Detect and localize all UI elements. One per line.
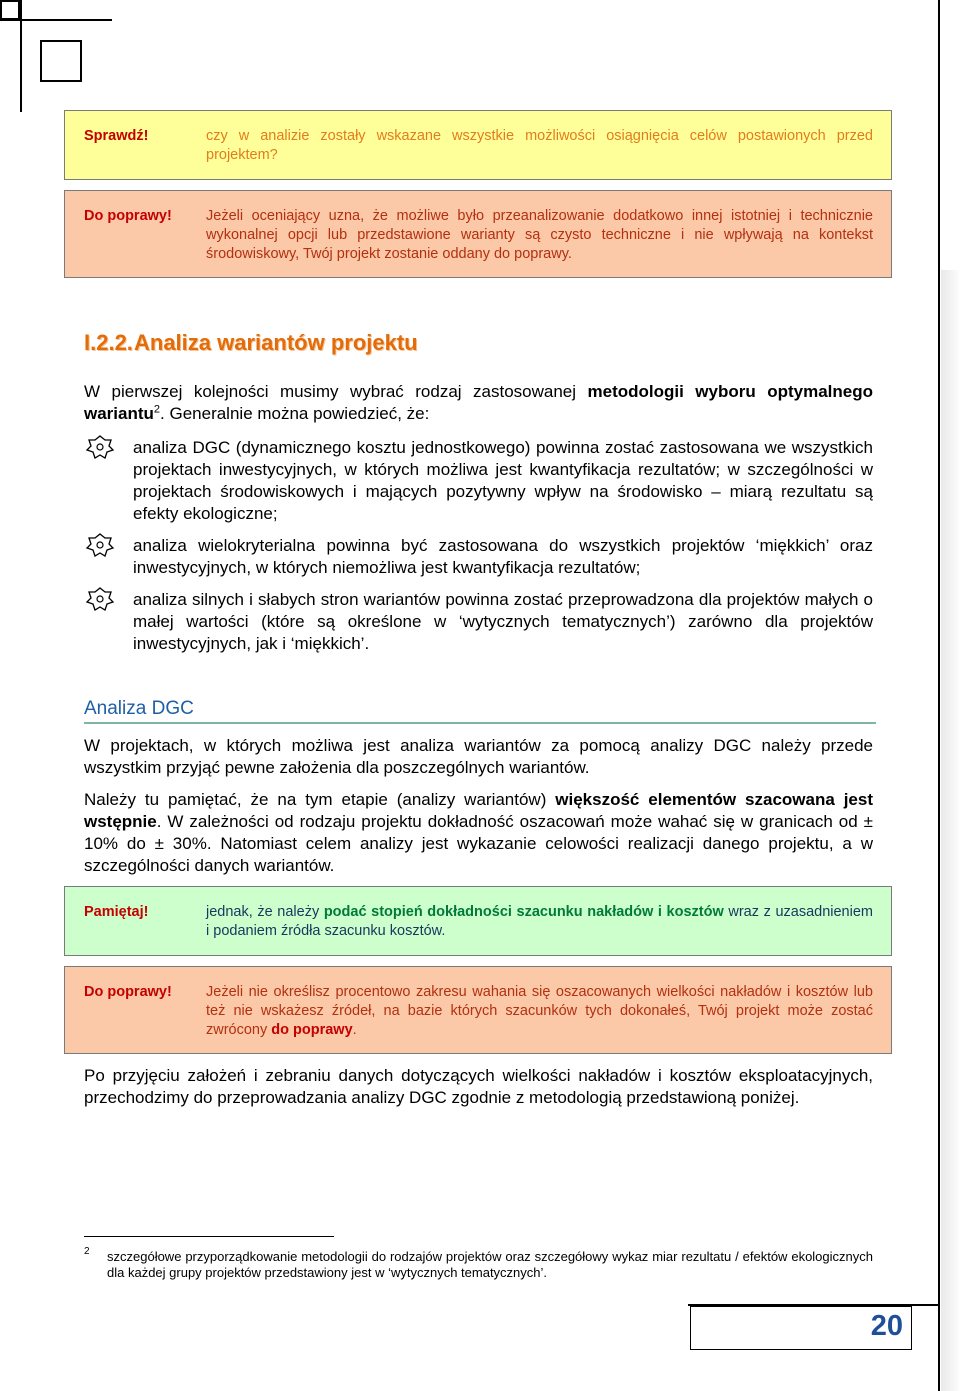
fix-bold-2: do poprawy [271,1022,353,1038]
gear-bullet-icon [83,587,117,611]
footnote-text: szczegółowe przyporządkowanie metodologii do rodzajów projektów oraz szczegółowy wykaz miar rezultatu / efektów ekologicznych dla każdej grupy projektów przedstawiony jest w ‘wytycznych tematycznych’. [107,1249,873,1280]
subheading-rule [84,722,876,724]
intro-text-1: W pierwszej kolejności musimy wybrać rodzaj zastosowanej [84,382,588,401]
corner-square-large [40,40,82,82]
section-number: I.2.2. [84,330,133,355]
corner-square-small [0,0,20,20]
fix-callout-label-1: Do poprawy! [84,208,172,224]
paragraph-1: W projektach, w których możliwa jest analiza wariantów za pomocą analizy DGC należy przede wszystkim przyjąć pewne założenia dla poszczególnych wariantów. [84,736,873,777]
paragraph-2-text-1: Należy tu pamiętać, że na tym etapie (analizy wariantów) [84,790,556,809]
check-callout-label: Sprawdź! [84,128,149,144]
remember-callout-text [206,903,873,941]
remember-text-2: wraz z uzasadnieniem i podaniem źródła szacunku kosztów. [206,904,873,939]
check-callout-text: czy w analizie zostały wskazane wszystkie możliwości osiągnięcia celów postawionych przed projektem? [206,128,873,163]
intro-bold: metodologii wyboru optymalnego wariantu [84,382,873,423]
paragraph-3: Po przyjęciu założeń i zebraniu danych dotyczących wielkości nakładów i kosztów eksploatacyjnych, przechodzimy do przeprowadzania analizy DGC zgodnie z metodologią przedstawioną poniżej. [84,1066,873,1107]
subheading-dgc: Analiza DGC [84,698,194,719]
remember-bold: podać stopień dokładności szacunku nakładów i kosztów [323,904,724,920]
section-heading [84,330,418,356]
intro-paragraph [84,381,873,425]
fix-callout-box-1 [64,190,892,278]
gear-bullet-icon [83,533,117,557]
page-number: 20 [870,1310,903,1342]
fix-text-2a: Jeżeli nie określisz procentowo zakresu wahania się oszacowanych wielkości nakładów i kosztów lub też nie wskażesz źródeł, na bazie których szacunków tych dokonałeś, Twój projekt może zostać zwrócony [206,984,873,1038]
fix-callout-label-2: Do poprawy! [84,984,172,1000]
footnote-number: 2 [84,1246,90,1257]
right-margin-shade [941,270,959,1391]
section-title: Analiza wariantów projektu [134,330,418,355]
fix-callout-text-2 [206,983,873,1040]
footnote-ref[interactable]: 2 [153,403,161,416]
paragraph-2 [84,789,873,877]
fix-callout-box-2 [64,966,892,1054]
remember-text-1: jednak, że należy [206,904,324,920]
paragraph-2-bold: większość elementów szacowana jest wstępnie [84,790,873,831]
fix-callout-text-1: Jeżeli oceniający uzna, że możliwe było przeanalizowanie dodatkowo innej istotniej i technicznie wykonalnej opcji lub przedstawione warianty są czysto techniczne i nie wpływają na kontekst środowiskowy, Twój projekt zostanie oddany do poprawy. [206,208,873,262]
gear-bullet-icon [83,435,117,459]
bullet-item-3: analiza silnych i słabych stron wariantów powinna zostać przeprowadzona dla projektów małych o małej wartości (które są określone w ‘wytycznych tematycznych’) zarówno dla projektów inwestycyjnych, jak i ‘miękkich’. [133,590,873,653]
check-callout-box [64,110,892,180]
bullet-item-2: analiza wielokryterialna powinna być zastosowana do wszystkich projektów ‘miękkich’ oraz inwestycyjnych, w których niemożliwa jest kwantyfikacja rezultatów; [133,536,873,577]
remember-callout-box [64,886,892,956]
intro-text-2: . Generalnie można powiedzieć, że: [160,404,430,423]
paragraph-2-text-2: . W zależności od rodzaju projektu dokładność oszacowań może wahać się w granicach od ± 10% do ± 30%. Natomiast celem analizy jest wykazanie celowości realizacji danego projektu, a w szczególności danych wariantów. [84,812,873,875]
footnote-separator [84,1236,334,1237]
bullet-item-1: analiza DGC (dynamicznego kosztu jednostkowego) powinna zostać zastosowana we wszystkich projektach inwestycyjnych, w których możliwa jest kwantyfikacja rezultatów; w szczególności w projektach środowiskowych i mających pozytywny wpływ na środowisko – miarą rezultatu są efekty ekologiczne; [133,438,873,523]
remember-callout-label: Pamiętaj! [84,904,149,920]
right-margin-rule [938,0,940,1391]
corner-rule-vertical [20,0,22,112]
page-number-box [690,1306,912,1350]
fix-text-2b: . [352,1022,357,1038]
